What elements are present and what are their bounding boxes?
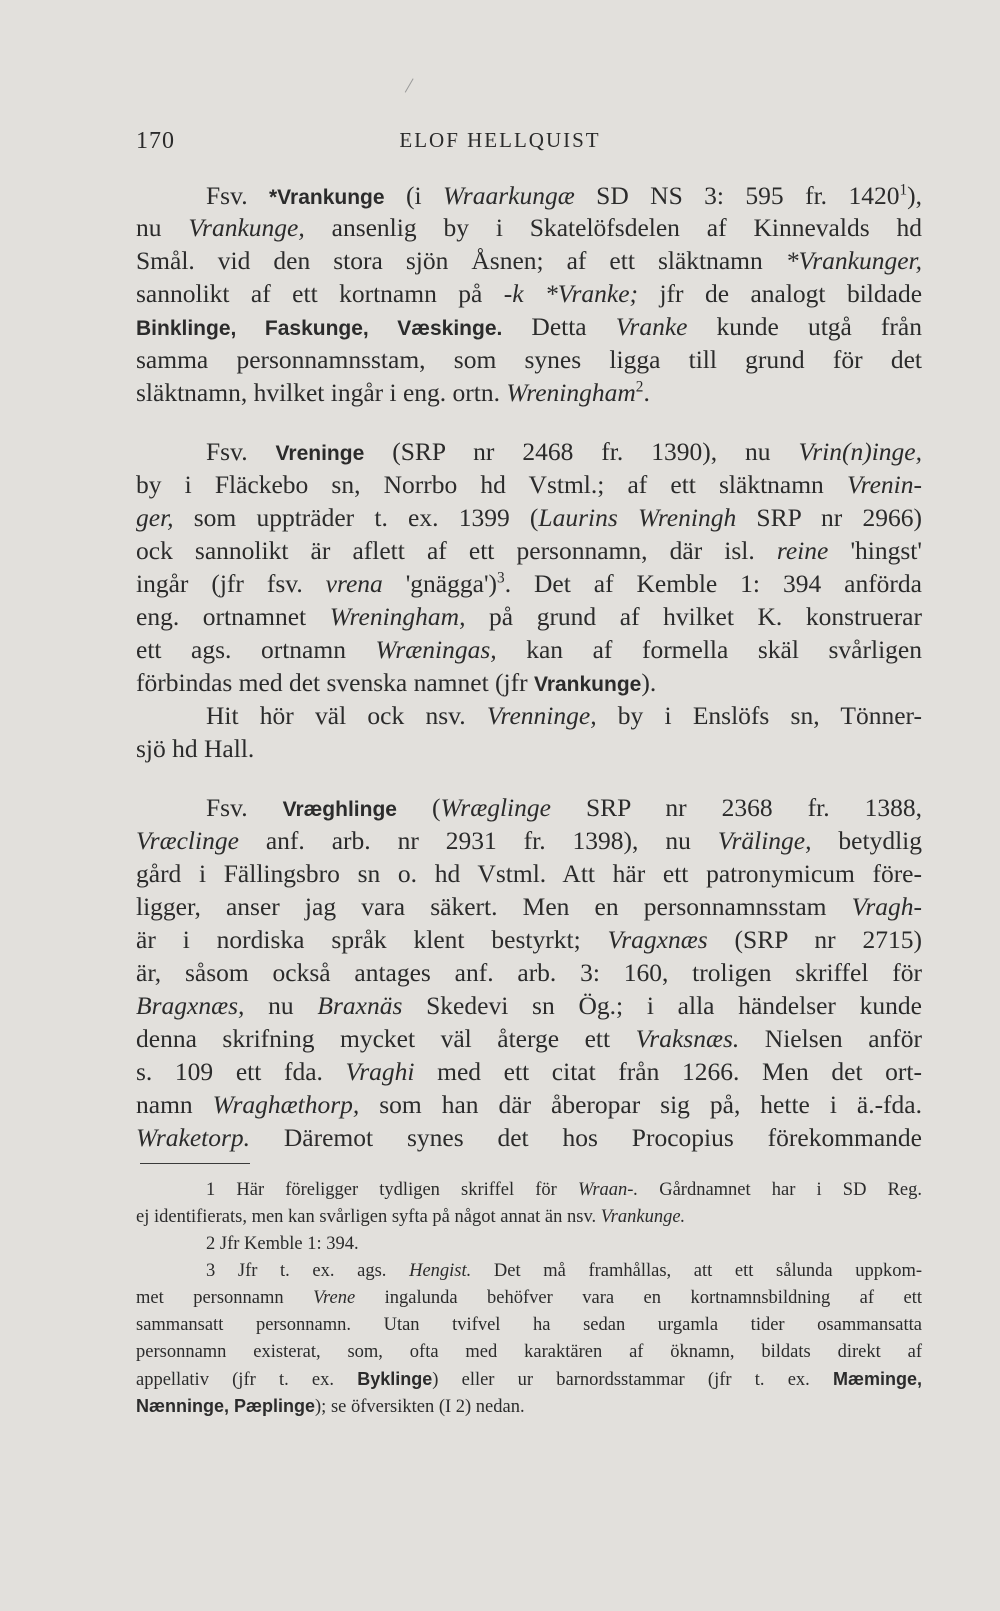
text-line: ingår (jfr fsv. vrena 'gnägga')$^3$. Det af Kemble 1: 394 anförda xyxy=(136,569,922,598)
text-line: ger, som uppträder t. ex. 1399 (Laurins Wreningh SRP nr 2966) xyxy=(136,503,922,532)
pencil-mark xyxy=(405,78,423,97)
text-line: ock sannolikt är aflett af ett personnamn, där isl. reine 'hingst' xyxy=(136,536,922,565)
text-line: denna skrifning mycket väl återge ett Vraksnæs. Nielsen anför xyxy=(136,1024,923,1053)
footnote-line: Nænninge, Pæplinge); se öfversikten (I 2) nedan. xyxy=(136,1396,525,1417)
text-line: Smål. vid den stora sjön Åsnen; af ett släktnamn *Vrankunger, xyxy=(136,246,922,275)
text-line: Bragxnæs, nu Braxnäs Skedevi sn Ög.; i alla händelser kunde xyxy=(136,991,922,1020)
text-line: s. 109 ett fda. Vraghi med ett citat från 1266. Men det ort- xyxy=(136,1057,922,1086)
text-line: eng. ortnamnet Wreningham, på grund af hvilket K. konstruerar xyxy=(136,602,922,631)
text-line: sjö hd Hall. xyxy=(136,734,255,763)
footnote-line: 3 Jfr t. ex. ags. Hengist. Det må framhållas, att ett sålunda uppkom- xyxy=(206,1261,922,1281)
footnote-line: 2 Jfr Kemble 1: 394. xyxy=(206,1234,359,1254)
text-line: samma personnamnsstam, som synes ligga till grund för det xyxy=(136,345,922,374)
footnote-ref: 2 xyxy=(635,378,644,396)
footnote-line: personnamn existerat, som, ofta med karaktären af öknamn, bildats direkt af xyxy=(136,1342,922,1362)
text-line: Wraketorp. Däremot synes det hos Procopius förekommande xyxy=(136,1123,922,1152)
text-line: namn Wraghæthorp, som han där åberopar sig på, hette i ä.-fda. xyxy=(136,1090,922,1119)
footnote-ref: 3 xyxy=(497,569,505,587)
footnote-line: met personnamn Vrene ingalunda behöfver vara en kortnamnsbildning af ett xyxy=(136,1288,922,1308)
footnote-rule xyxy=(140,1163,250,1164)
text-line: Fsv. Vreninge (SRP nr 2468 fr. 1390), nu Vrin(n)inge, xyxy=(206,437,922,466)
footnote-ref: 1 xyxy=(899,181,908,199)
footnote-line: ej identifierats, men kan svårligen syfta på något annat än nsv. Vrankunge. xyxy=(136,1207,686,1227)
text-line: Hit hör väl ock nsv. Vrenninge, by i Enslöfs sn, Tönner- xyxy=(206,701,922,730)
page-number: 170 xyxy=(136,128,175,154)
text-line: ligger, anser jag vara säkert. Men en personnamnsstam Vragh- xyxy=(136,892,922,921)
footnote-line: sammansatt personnamn. Utan tvifvel ha sedan urgamla tider osammansatta xyxy=(136,1315,922,1335)
text-line: är, såsom också antages anf. arb. 3: 160, troligen skriffel för xyxy=(136,958,922,987)
footnote-line: 1 Här föreligger tydligen skriffel för Wraan-. Gårdnamnet har i SD Reg. xyxy=(206,1180,922,1200)
text-line: Vræclinge anf. arb. nr 2931 fr. 1398), nu Vrälinge, betydlig xyxy=(136,826,922,855)
text-line: gård i Fällingsbro sn o. hd Vstml. Att här ett patronymicum före- xyxy=(136,859,922,888)
text-line: by i Fläckebo sn, Norrbo hd Vstml.; af ett släktnamn Vrenin- xyxy=(136,470,922,499)
text-line: förbindas med det svenska namnet (jfr Vrankunge). xyxy=(136,668,657,697)
text-line: Fsv. Vræghlinge (Wræglinge SRP nr 2368 fr. 1388, xyxy=(206,793,922,822)
footnote-line: appellativ (jfr t. ex. Byklinge) eller ur barnordsstammar (jfr t. ex. Mæminge, xyxy=(136,1369,922,1390)
text-line: Fsv. *Vrankunge (i Wraarkungæ SD NS 3: 595 fr. 1420$^1$), xyxy=(206,181,923,210)
text-line: ett ags. ortnamn Wræningas, kan af formella skäl svårligen xyxy=(136,635,922,664)
text-line: släktnamn, hvilket ingår i eng. ortn. Wreningham$^2$. xyxy=(136,378,650,407)
text-line: är i nordiska språk klent bestyrkt; Vragxnæs (SRP nr 2715) xyxy=(136,925,922,954)
text-line: Binklinge, Faskunge, Væskinge. Detta Vranke kunde utgå från xyxy=(136,312,922,341)
running-head: ELOF HELLQUIST xyxy=(399,128,601,152)
text-line: nu Vrankunge, ansenlig by i Skatelöfsdelen af Kinnevalds hd xyxy=(136,213,922,242)
text-line: sannolikt af ett kortnamn på -k *Vranke; jfr de analogt bildade xyxy=(136,279,923,308)
